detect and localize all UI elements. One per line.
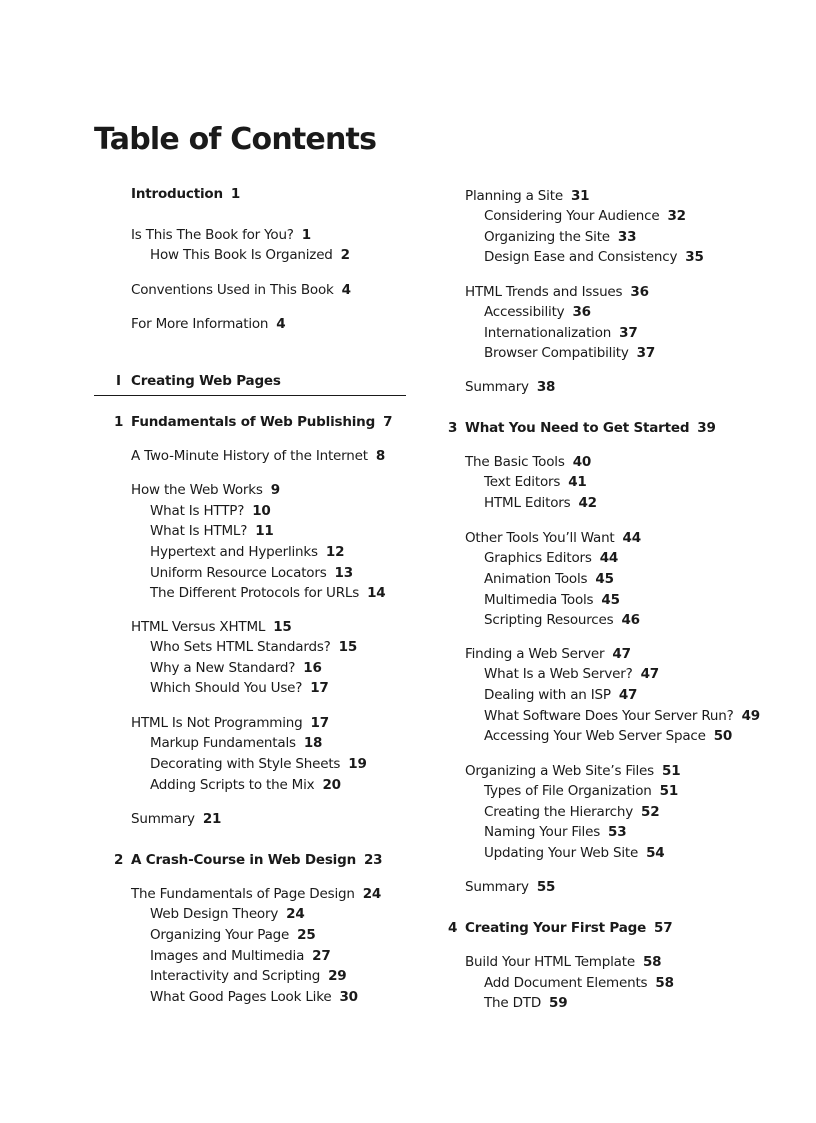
toc-subsection[interactable]: Images and Multimedia 27 (150, 948, 331, 964)
toc-subsection[interactable]: HTML Editors 42 (484, 495, 597, 511)
part-divider-rule (94, 395, 406, 396)
page-title: Table of Contents (94, 122, 377, 157)
toc-section[interactable]: HTML Trends and Issues 36 (465, 284, 649, 300)
toc-section[interactable]: Planning a Site 31 (465, 188, 590, 204)
toc-subsection[interactable]: Dealing with an ISP 47 (484, 687, 638, 703)
toc-subsection[interactable]: Which Should You Use? 17 (150, 680, 329, 696)
toc-section[interactable]: The Basic Tools 40 (465, 454, 592, 470)
toc-chapter-number: 3 (448, 420, 458, 436)
toc-section[interactable]: Summary 21 (131, 811, 222, 827)
toc-subsection[interactable]: Web Design Theory 24 (150, 906, 305, 922)
toc-subsection[interactable]: Internationalization 37 (484, 325, 638, 341)
toc-subsection[interactable]: Types of File Organization 51 (484, 783, 679, 799)
toc-subsection[interactable]: Creating the Hierarchy 52 (484, 804, 660, 820)
toc-subsection[interactable]: Add Document Elements 58 (484, 975, 674, 991)
toc-subsection[interactable]: Accessing Your Web Server Space 50 (484, 728, 733, 744)
toc-subsection[interactable]: Accessibility 36 (484, 304, 591, 320)
toc-subsection[interactable]: Decorating with Style Sheets 19 (150, 756, 367, 772)
toc-section[interactable]: Other Tools You’ll Want 44 (465, 530, 641, 546)
toc-section[interactable]: The Fundamentals of Page Design 24 (131, 886, 382, 902)
toc-section[interactable]: Finding a Web Server 47 (465, 646, 631, 662)
toc-subsection[interactable]: Design Ease and Consistency 35 (484, 249, 704, 265)
toc-subsection[interactable]: Uniform Resource Locators 13 (150, 565, 353, 581)
toc-subsection[interactable]: Updating Your Web Site 54 (484, 845, 665, 861)
toc-section[interactable]: Organizing a Web Site’s Files 51 (465, 763, 681, 779)
toc-subsection[interactable]: How This Book Is Organized 2 (150, 247, 350, 263)
toc-section[interactable]: A Two-Minute History of the Internet 8 (131, 448, 386, 464)
toc-part-title[interactable]: Creating Web Pages (131, 373, 281, 389)
toc-subsection[interactable]: What Software Does Your Server Run? 49 (484, 708, 760, 724)
toc-subsection[interactable]: Graphics Editors 44 (484, 550, 619, 566)
toc-chapter-number: 4 (448, 920, 458, 936)
toc-subsection[interactable]: Organizing Your Page 25 (150, 927, 316, 943)
toc-subsection[interactable]: The DTD 59 (484, 995, 568, 1011)
toc-subsection[interactable]: Considering Your Audience 32 (484, 208, 686, 224)
toc-chapter[interactable]: Creating Your First Page 57 (465, 920, 673, 936)
toc-section[interactable]: Conventions Used in This Book 4 (131, 282, 351, 298)
toc-section[interactable]: HTML Is Not Programming 17 (131, 715, 329, 731)
toc-subsection[interactable]: Markup Fundamentals 18 (150, 735, 323, 751)
toc-subsection[interactable]: Why a New Standard? 16 (150, 660, 322, 676)
toc-section[interactable]: Build Your HTML Template 58 (465, 954, 662, 970)
toc-section[interactable]: Summary 38 (465, 379, 556, 395)
toc-chapter-number: 2 (114, 852, 124, 868)
toc-subsection[interactable]: What Is HTML? 11 (150, 523, 274, 539)
toc-subsection[interactable]: Adding Scripts to the Mix 20 (150, 777, 341, 793)
toc-section[interactable]: HTML Versus XHTML 15 (131, 619, 292, 635)
toc-subsection[interactable]: Browser Compatibility 37 (484, 345, 656, 361)
toc-subsection[interactable]: Scripting Resources 46 (484, 612, 640, 628)
toc-part-number: I (116, 373, 121, 389)
toc-subsection[interactable]: Hypertext and Hyperlinks 12 (150, 544, 345, 560)
toc-subsection[interactable]: What Is HTTP? 10 (150, 503, 271, 519)
toc-subsection[interactable]: Naming Your Files 53 (484, 824, 627, 840)
toc-subsection[interactable]: What Good Pages Look Like 30 (150, 989, 358, 1005)
toc-subsection[interactable]: Who Sets HTML Standards? 15 (150, 639, 358, 655)
toc-subsection[interactable]: Multimedia Tools 45 (484, 592, 620, 608)
toc-subsection[interactable]: Text Editors 41 (484, 474, 587, 490)
toc-subsection[interactable]: Animation Tools 45 (484, 571, 614, 587)
toc-chapter[interactable]: A Crash-Course in Web Design 23 (131, 852, 383, 868)
toc-chapter[interactable]: What You Need to Get Started 39 (465, 420, 716, 436)
toc-section[interactable]: How the Web Works 9 (131, 482, 280, 498)
toc-section[interactable]: Is This The Book for You? 1 (131, 227, 311, 243)
toc-subsection[interactable]: What Is a Web Server? 47 (484, 666, 659, 682)
toc-section[interactable]: For More Information 4 (131, 316, 286, 332)
toc-chapter[interactable]: Fundamentals of Web Publishing 7 (131, 414, 393, 430)
toc-subsection[interactable]: Interactivity and Scripting 29 (150, 968, 347, 984)
toc-subsection[interactable]: Organizing the Site 33 (484, 229, 637, 245)
toc-chapter-number: 1 (114, 414, 124, 430)
toc-entry-introduction[interactable]: Introduction 1 (131, 186, 241, 202)
toc-section[interactable]: Summary 55 (465, 879, 556, 895)
toc-subsection[interactable]: The Different Protocols for URLs 14 (150, 585, 386, 601)
